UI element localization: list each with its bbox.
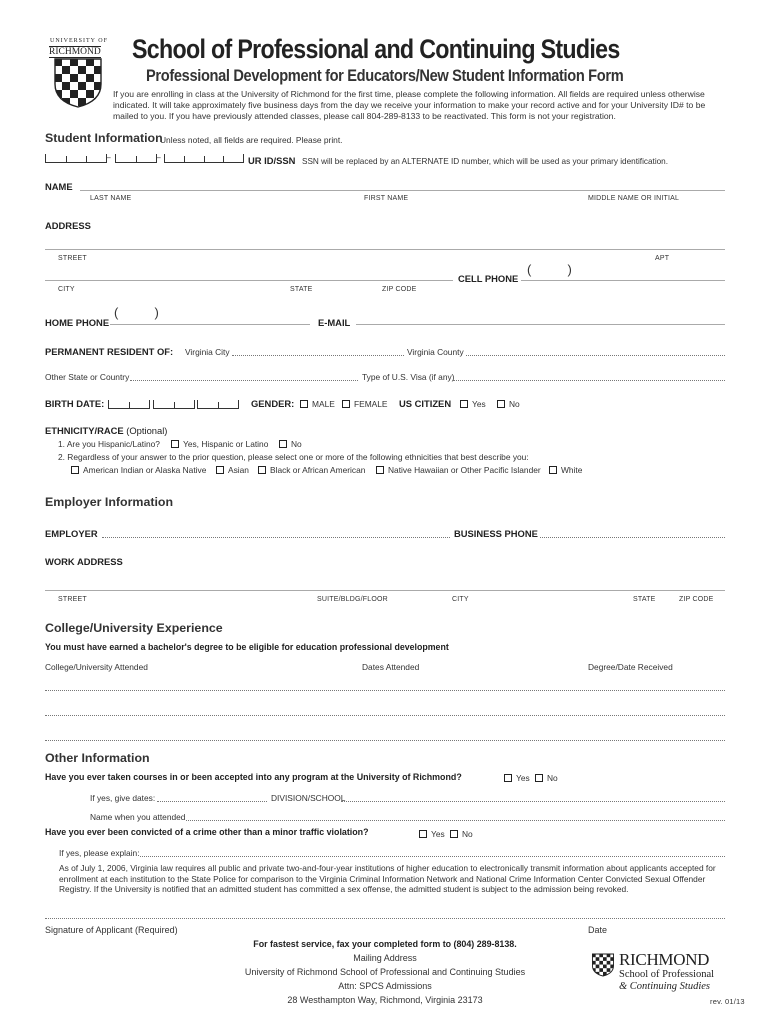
race-option[interactable]: American Indian or Alaska Native (71, 465, 206, 475)
virginia-law-text: As of July 1, 2006, Virginia law requires all public and private two-and-four-year institutions of higher education to electronically transmit information about applicants accepted for enrollment at each institution to the State Police for comparison to the Virginia Criminal Information Network and National Crime Information Center Convicted Sexual Offender Registry. If the University is notified that an admitted student has committed a sex offense, the admitted student is subject to the admission being revoked. (59, 863, 716, 895)
logo-name-text: RICHMOND (49, 47, 101, 57)
if-yes-explain-caption: If yes, please explain: (59, 848, 140, 858)
name-when-attended-caption: Name when you attended (90, 812, 186, 822)
checkbox-icon[interactable] (419, 830, 427, 838)
shield-icon (592, 952, 614, 978)
checkbox-icon[interactable] (342, 400, 350, 408)
cell-phone-field[interactable] (521, 280, 725, 281)
spcs-logo-line2: School of Professional (619, 969, 715, 980)
spcs-logo-name: RICHMOND (619, 950, 710, 969)
city-caption: CITY (58, 286, 75, 293)
virginia-county-caption: Virginia County (407, 347, 464, 357)
ssn-label: UR ID/SSN (248, 155, 296, 166)
student-info-heading: Student Information (45, 131, 163, 145)
virginia-city-field[interactable] (232, 355, 404, 356)
other-state-caption: Other State or Country (45, 372, 130, 382)
college-col-degree: Degree/Date Received (588, 662, 673, 672)
ethnicity-label: ETHNICITY/RACE (Optional) (45, 425, 168, 436)
checkbox-icon[interactable] (497, 400, 505, 408)
virginia-county-field[interactable] (466, 355, 725, 356)
checkbox-icon[interactable] (300, 400, 308, 408)
email-field[interactable] (356, 324, 725, 325)
work-address-field[interactable] (45, 590, 725, 591)
employer-field[interactable] (102, 537, 450, 538)
visa-type-field[interactable] (453, 380, 725, 381)
street-caption: STREET (58, 255, 87, 262)
crime-question: Have you ever been convicted of a crime other than a minor traffic violation? (45, 827, 369, 837)
ur-logo (46, 38, 110, 108)
street-field[interactable] (45, 249, 725, 250)
college-col-attended: College/University Attended (45, 662, 148, 672)
checkbox-icon[interactable] (504, 774, 512, 782)
city-state-zip-field[interactable] (45, 280, 453, 281)
name-when-attended-field[interactable] (186, 820, 725, 821)
last-name-caption: LAST NAME (90, 195, 132, 202)
checkbox-icon[interactable] (279, 440, 287, 448)
fax-instructions: For fastest service, fax your completed form to (804) 289-8138. (253, 939, 517, 949)
visa-type-caption: Type of U.S. Visa (if any) (362, 372, 455, 382)
courses-question: Have you ever taken courses in or been accepted into any program at the University of Richmond? (45, 772, 462, 782)
gender-male[interactable]: MALE (300, 399, 335, 409)
q1-yes[interactable]: Yes, Hispanic or Latino (171, 439, 268, 449)
work-suite-caption: SUITE/BLDG/FLOOR (317, 596, 388, 603)
college-heading: College/University Experience (45, 621, 223, 635)
if-yes-dates-caption: If yes, give dates: (90, 793, 156, 803)
race-option[interactable]: Asian (216, 465, 249, 475)
spcs-logo-line3: & Continuing Studies (619, 981, 711, 992)
ethnicity-q1: 1. Are you Hispanic/Latino? (58, 439, 160, 449)
form-subtitle: Professional Development for Educators/New Student Information Form (146, 66, 624, 85)
college-row-line[interactable] (45, 690, 725, 691)
business-phone-label: BUSINESS PHONE (454, 528, 538, 539)
name-field[interactable] (80, 190, 725, 191)
checkbox-icon[interactable] (535, 774, 543, 782)
college-row-line[interactable] (45, 715, 725, 716)
us-citizen-yes[interactable]: Yes (460, 399, 486, 409)
work-street-caption: STREET (58, 596, 87, 603)
cell-phone-parens[interactable]: ( ) (527, 262, 572, 277)
home-phone-parens[interactable]: ( ) (114, 305, 159, 320)
signature-field[interactable] (45, 918, 725, 919)
dates-field[interactable] (157, 801, 267, 802)
college-note: You must have earned a bachelor's degree to be eligible for education professional development (45, 642, 449, 652)
crime-no[interactable]: No (450, 829, 473, 839)
spcs-logo (592, 950, 732, 996)
intro-text: If you are enrolling in class at the University of Richmond for the first time, please complete the following information. All fields are required unless otherwise indicated. It will take approximately five business days from the day we receive your information to make your record active and for your University ID# to be mailed to you. If you have previously attended classes, please call 804-289-8133 to be reactivated. This form is not your registration. (113, 89, 706, 121)
virginia-city-caption: Virginia City (185, 347, 230, 357)
apt-caption: APT (655, 255, 670, 262)
work-state-caption: STATE (633, 596, 656, 603)
gender-female[interactable]: FEMALE (342, 399, 388, 409)
signature-caption: Signature of Applicant (Required) (45, 925, 178, 935)
cell-phone-label: CELL PHONE (458, 273, 519, 284)
race-option[interactable]: Black or African American (258, 465, 365, 475)
division-caption: DIVISION/SCHOOL (271, 793, 346, 803)
perm-resident-label: PERMANENT RESIDENT OF: (45, 346, 174, 357)
page-title: School of Professional and Continuing Studies (132, 34, 620, 64)
mailing-school: University of Richmond School of Professional and Continuing Studies (244, 967, 526, 977)
checkbox-icon[interactable] (71, 466, 79, 474)
ssn-note: SSN will be replaced by an ALTERNATE ID number, which will be used as your primary identification. (302, 157, 669, 166)
work-zip-caption: ZIP CODE (679, 596, 714, 603)
address-label: ADDRESS (45, 220, 91, 231)
division-field[interactable] (341, 801, 725, 802)
first-name-caption: FIRST NAME (364, 195, 409, 202)
courses-yes[interactable]: Yes (504, 773, 530, 783)
courses-no[interactable]: No (535, 773, 558, 783)
checkbox-icon[interactable] (171, 440, 179, 448)
work-city-caption: CITY (452, 596, 469, 603)
mailing-address-label: Mailing Address (353, 953, 417, 963)
race-option[interactable]: White (549, 465, 582, 475)
home-phone-label: HOME PHONE (45, 317, 110, 328)
checkbox-icon[interactable] (258, 466, 266, 474)
zip-caption: ZIP CODE (382, 286, 417, 293)
date-caption: Date (588, 925, 608, 935)
logo-top-text: UNIVERSITY OF (50, 38, 108, 44)
shield-icon (54, 58, 102, 108)
crime-yes[interactable]: Yes (419, 829, 445, 839)
other-state-field[interactable] (130, 380, 358, 381)
checkbox-icon[interactable] (376, 466, 384, 474)
middle-name-caption: MIDDLE NAME OR INITIAL (588, 195, 680, 202)
ethnicity-q2: 2. Regardless of your answer to the prior question, please select one or more of the following ethnicities that best describe you: (58, 452, 529, 462)
explain-field[interactable] (140, 856, 725, 857)
home-phone-field[interactable] (110, 324, 310, 325)
student-info-note: Unless noted, all fields are required. Please print. (160, 135, 343, 145)
checkbox-icon[interactable] (549, 466, 557, 474)
name-label: NAME (45, 181, 73, 192)
birth-date-label: BIRTH DATE: (45, 398, 105, 409)
mailing-attn: Attn: SPCS Admissions (338, 981, 432, 991)
state-caption: STATE (290, 286, 313, 293)
business-phone-field[interactable] (540, 537, 725, 538)
employer-info-heading: Employer Information (45, 495, 174, 509)
college-col-dates: Dates Attended (362, 662, 420, 672)
other-info-heading: Other Information (45, 751, 150, 765)
email-label: E-MAIL (318, 317, 351, 328)
checkbox-icon[interactable] (460, 400, 468, 408)
q1-no[interactable]: No (279, 439, 302, 449)
checkbox-icon[interactable] (216, 466, 224, 474)
race-option[interactable]: Native Hawaiian or Other Pacific Islander (376, 465, 541, 475)
checkbox-icon[interactable] (450, 830, 458, 838)
mailing-street: 28 Westhampton Way, Richmond, Virginia 23173 (287, 995, 483, 1005)
us-citizen-no[interactable]: No (497, 399, 520, 409)
work-address-label: WORK ADDRESS (45, 556, 123, 567)
us-citizen-label: US CITIZEN (399, 398, 452, 409)
revision-date: rev. 01/13 (710, 997, 745, 1006)
college-row-line[interactable] (45, 740, 725, 741)
gender-label: GENDER: (251, 398, 295, 409)
employer-label: EMPLOYER (45, 528, 98, 539)
